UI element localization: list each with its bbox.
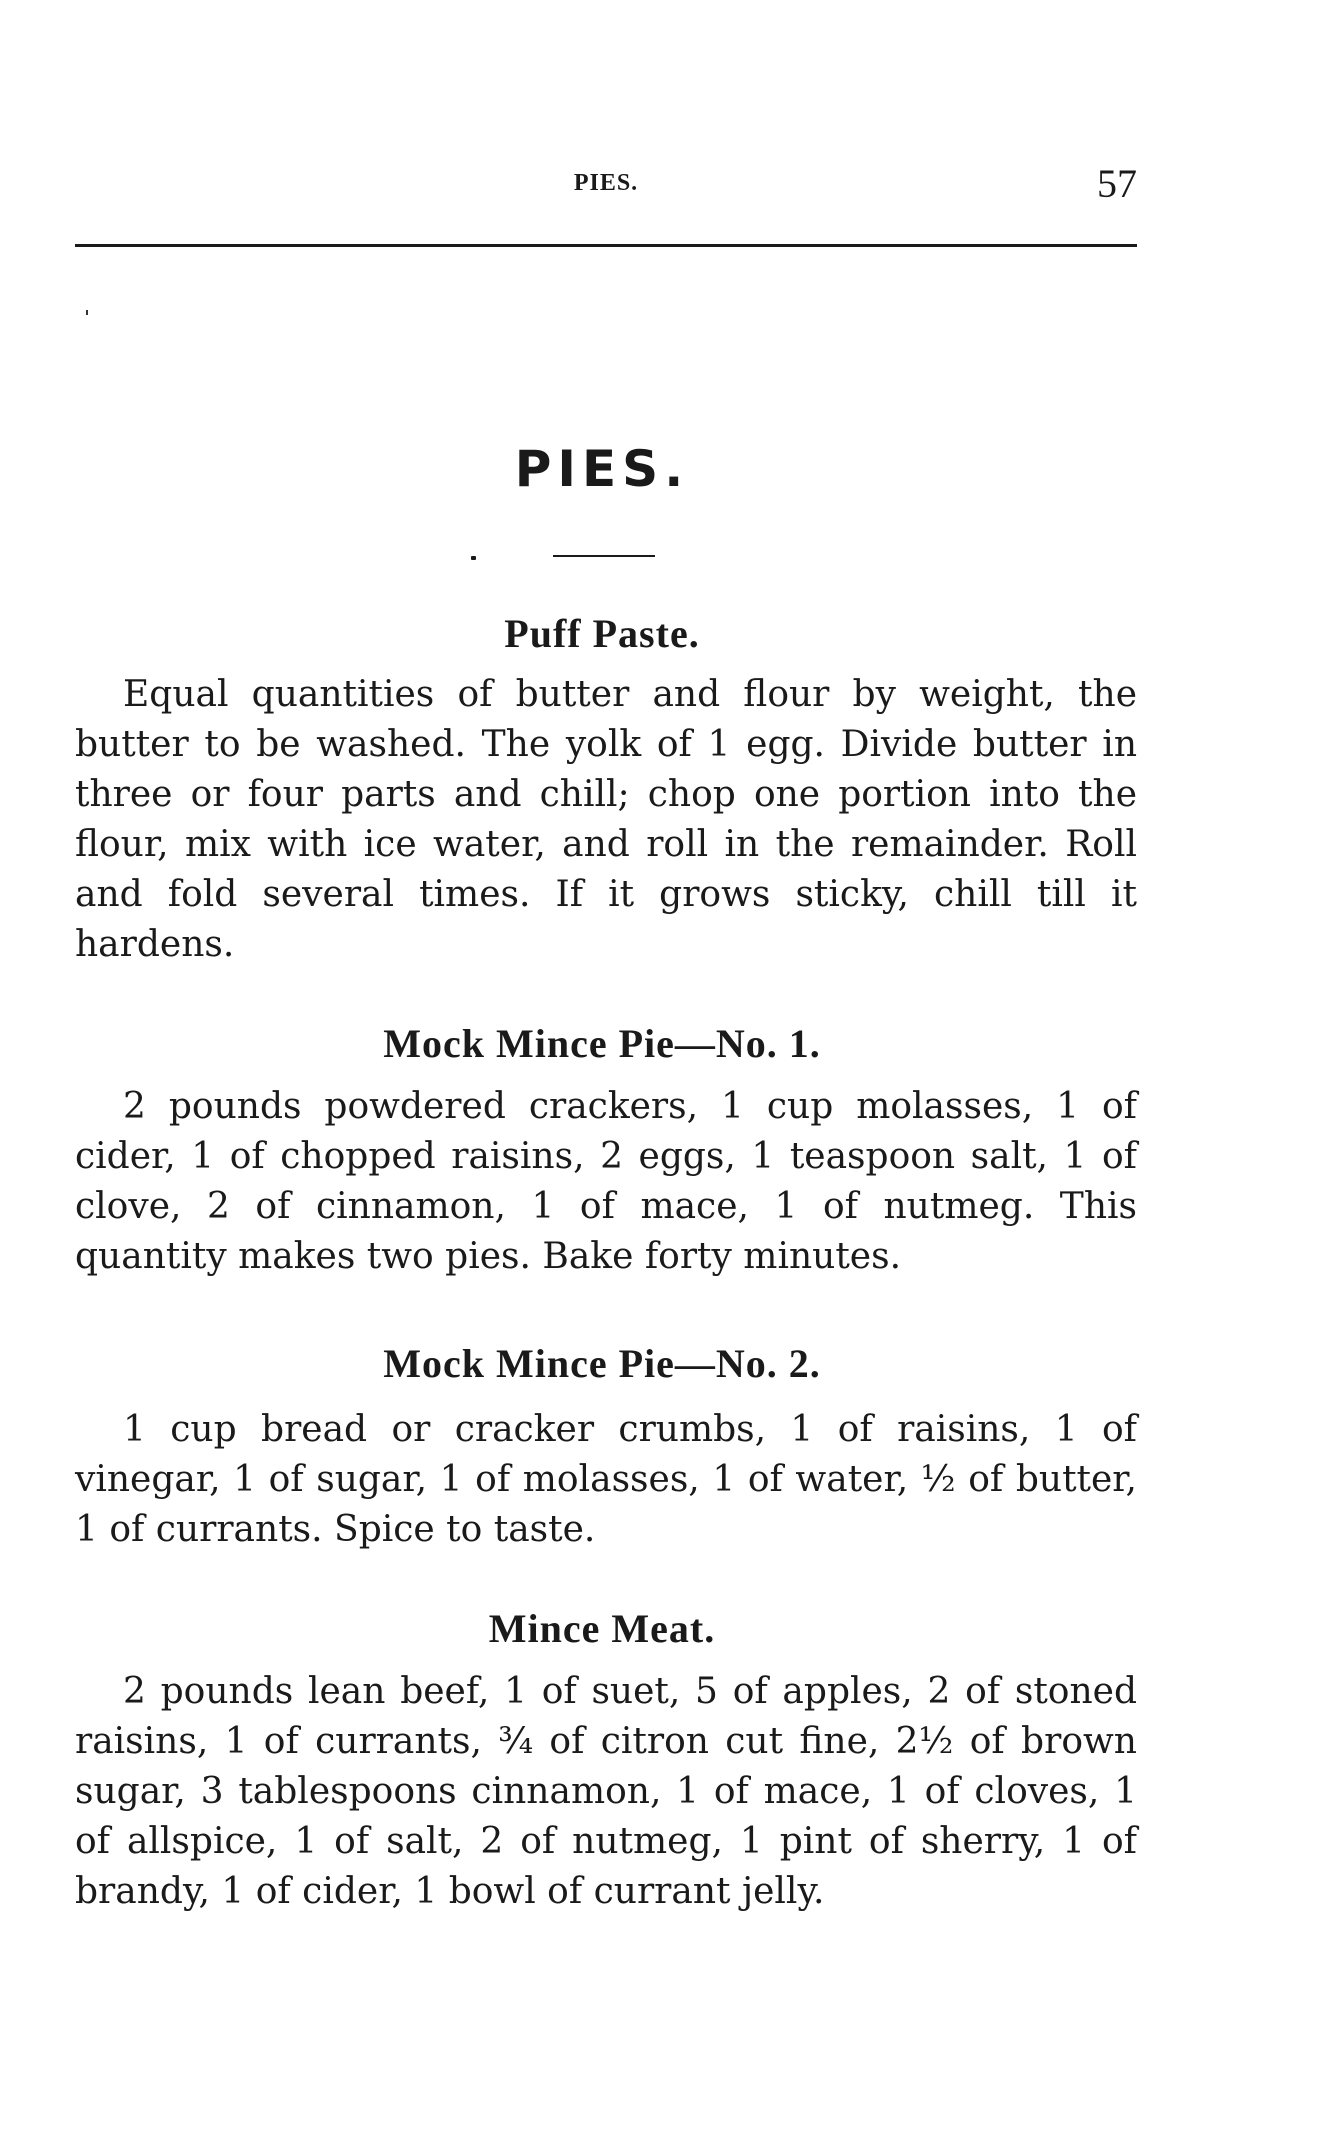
title-rule — [553, 555, 655, 557]
recipe-heading-mince-meat: Mince Meat. — [488, 1606, 716, 1651]
recipe-text-mince-meat: 2 pounds lean beef, 1 of suet, 5 of apples, 2 of stoned raisins, 1 of currants, ¾ of citron cut fine, 2½ of brown sugar, 3 tablespoons cinnamon, 1 of mace, 1 of cloves, 1 of allspice, 1 of salt, 2 of nutmeg, 1 pint of sherry, 1 of brandy, 1 of cider, 1 bowl of currant jelly. — [75, 1671, 1137, 1912]
running-head — [75, 160, 1137, 210]
ornament-dot — [471, 556, 476, 560]
header-rule — [75, 244, 1137, 247]
recipe-heading-mock-mince-1: Mock Mince Pie—No. 1. — [383, 1021, 821, 1066]
running-title: PIES. — [573, 170, 639, 196]
recipe-text-mock-mince-2: 1 cup bread or cracker crumbs, 1 of raisins, 1 of vinegar, 1 of sugar, 1 of molasses, 1 of water, ½ of butter, 1 of currants. Spice to taste. — [75, 1409, 1137, 1550]
print-speck — [86, 310, 88, 315]
recipe-heading-puff-paste: Puff Paste. — [504, 611, 700, 656]
recipe-heading-mock-mince-2: Mock Mince Pie—No. 2. — [383, 1341, 821, 1386]
recipe-text-mock-mince-1: 2 pounds powdered crackers, 1 cup molasses, 1 of cider, 1 of chopped raisins, 2 eggs, 1 teaspoon salt, 1 of clove, 2 of cinnamon, 1 of mace, 1 of nutmeg. This quantity makes two pies. Bake forty minutes. — [75, 1086, 1137, 1277]
recipe-text-puff-paste: Equal quantities of butter and flour by weight, the butter to be washed. The yolk of 1 egg. Divide butter in three or four parts and chill; chop one portion into the flour, mix with ice water, and roll in the remainder. Roll and fold several times. If it grows sticky, chill till it hardens. — [75, 674, 1137, 965]
page-number: 57 — [1097, 161, 1137, 206]
chapter-title: PIES. — [514, 440, 690, 498]
